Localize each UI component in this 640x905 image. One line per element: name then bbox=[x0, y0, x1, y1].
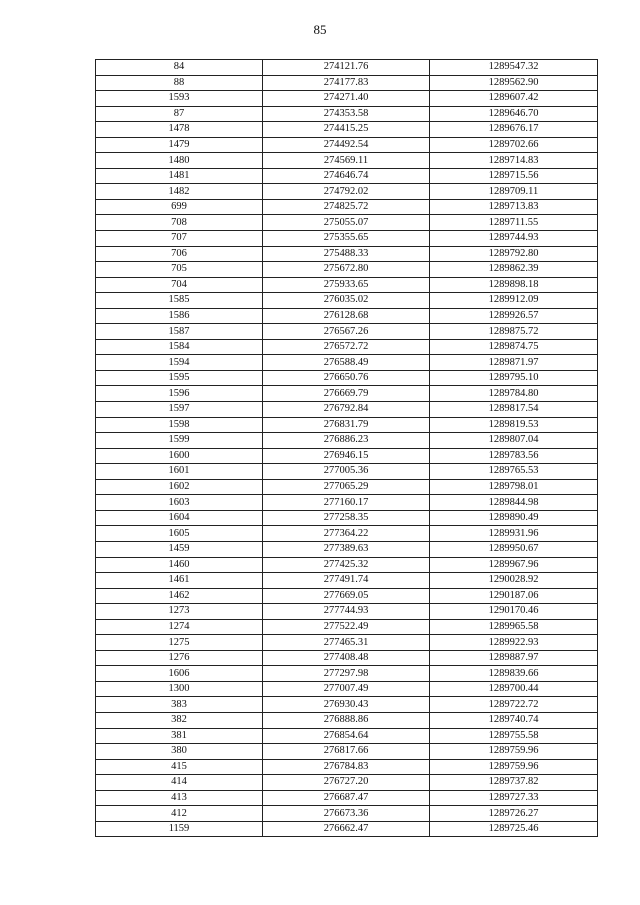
y-coordinate-cell: 1290170.46 bbox=[430, 604, 598, 620]
table-row bbox=[96, 262, 598, 278]
table-row bbox=[96, 386, 598, 402]
x-coordinate-cell: 276035.02 bbox=[263, 293, 430, 309]
y-coordinate-cell: 1289967.96 bbox=[430, 557, 598, 573]
table-row bbox=[96, 681, 598, 697]
x-coordinate-cell: 276650.76 bbox=[263, 370, 430, 386]
x-coordinate-cell: 276784.83 bbox=[263, 759, 430, 775]
table-row bbox=[96, 184, 598, 200]
point-number-cell: 1461 bbox=[96, 573, 263, 589]
x-coordinate-cell: 277389.63 bbox=[263, 541, 430, 557]
x-coordinate-cell: 276588.49 bbox=[263, 355, 430, 371]
table-row bbox=[96, 153, 598, 169]
point-number-cell: 1478 bbox=[96, 122, 263, 138]
point-number-cell: 1603 bbox=[96, 495, 263, 511]
x-coordinate-cell: 274492.54 bbox=[263, 137, 430, 153]
x-coordinate-cell: 277297.98 bbox=[263, 666, 430, 682]
table-row bbox=[96, 215, 598, 231]
x-coordinate-cell: 277005.36 bbox=[263, 464, 430, 480]
x-coordinate-cell: 276930.43 bbox=[263, 697, 430, 713]
y-coordinate-cell: 1289862.39 bbox=[430, 262, 598, 278]
table-row bbox=[96, 464, 598, 480]
table-row bbox=[96, 308, 598, 324]
coordinates-table-body bbox=[96, 60, 598, 837]
y-coordinate-cell: 1289646.70 bbox=[430, 106, 598, 122]
point-number-cell: 1462 bbox=[96, 588, 263, 604]
x-coordinate-cell: 274415.25 bbox=[263, 122, 430, 138]
x-coordinate-cell: 275672.80 bbox=[263, 262, 430, 278]
y-coordinate-cell: 1289713.83 bbox=[430, 199, 598, 215]
y-coordinate-cell: 1289607.42 bbox=[430, 91, 598, 107]
point-number-cell: 1586 bbox=[96, 308, 263, 324]
point-number-cell: 1602 bbox=[96, 479, 263, 495]
point-number-cell: 699 bbox=[96, 199, 263, 215]
x-coordinate-cell: 274121.76 bbox=[263, 60, 430, 76]
y-coordinate-cell: 1289890.49 bbox=[430, 510, 598, 526]
y-coordinate-cell: 1289722.72 bbox=[430, 697, 598, 713]
y-coordinate-cell: 1289547.32 bbox=[430, 60, 598, 76]
table-row bbox=[96, 448, 598, 464]
y-coordinate-cell: 1289755.58 bbox=[430, 728, 598, 744]
y-coordinate-cell: 1289765.53 bbox=[430, 464, 598, 480]
table-row bbox=[96, 712, 598, 728]
y-coordinate-cell: 1289562.90 bbox=[430, 75, 598, 91]
x-coordinate-cell: 277669.05 bbox=[263, 588, 430, 604]
point-number-cell: 1274 bbox=[96, 619, 263, 635]
y-coordinate-cell: 1289874.75 bbox=[430, 339, 598, 355]
y-coordinate-cell: 1289714.83 bbox=[430, 153, 598, 169]
point-number-cell: 380 bbox=[96, 744, 263, 760]
table-row bbox=[96, 91, 598, 107]
y-coordinate-cell: 1289700.44 bbox=[430, 681, 598, 697]
table-row bbox=[96, 635, 598, 651]
x-coordinate-cell: 274825.72 bbox=[263, 199, 430, 215]
y-coordinate-cell: 1289792.80 bbox=[430, 246, 598, 262]
table-row bbox=[96, 355, 598, 371]
point-number-cell: 1598 bbox=[96, 417, 263, 433]
table-row bbox=[96, 402, 598, 418]
table-row bbox=[96, 806, 598, 822]
point-number-cell: 413 bbox=[96, 790, 263, 806]
x-coordinate-cell: 277258.35 bbox=[263, 510, 430, 526]
table-row bbox=[96, 60, 598, 76]
point-number-cell: 414 bbox=[96, 775, 263, 791]
y-coordinate-cell: 1289819.53 bbox=[430, 417, 598, 433]
point-number-cell: 412 bbox=[96, 806, 263, 822]
y-coordinate-cell: 1289931.96 bbox=[430, 526, 598, 542]
y-coordinate-cell: 1289844.98 bbox=[430, 495, 598, 511]
point-number-cell: 1482 bbox=[96, 184, 263, 200]
x-coordinate-cell: 276888.86 bbox=[263, 712, 430, 728]
point-number-cell: 1595 bbox=[96, 370, 263, 386]
x-coordinate-cell: 276886.23 bbox=[263, 433, 430, 449]
point-number-cell: 1480 bbox=[96, 153, 263, 169]
point-number-cell: 84 bbox=[96, 60, 263, 76]
point-number-cell: 382 bbox=[96, 712, 263, 728]
point-number-cell: 383 bbox=[96, 697, 263, 713]
x-coordinate-cell: 276831.79 bbox=[263, 417, 430, 433]
x-coordinate-cell: 277007.49 bbox=[263, 681, 430, 697]
point-number-cell: 1300 bbox=[96, 681, 263, 697]
table-row bbox=[96, 573, 598, 589]
point-number-cell: 1273 bbox=[96, 604, 263, 620]
table-row bbox=[96, 775, 598, 791]
x-coordinate-cell: 277744.93 bbox=[263, 604, 430, 620]
x-coordinate-cell: 276946.15 bbox=[263, 448, 430, 464]
y-coordinate-cell: 1289711.55 bbox=[430, 215, 598, 231]
y-coordinate-cell: 1289887.97 bbox=[430, 650, 598, 666]
point-number-cell: 1460 bbox=[96, 557, 263, 573]
y-coordinate-cell: 1289912.09 bbox=[430, 293, 598, 309]
x-coordinate-cell: 275055.07 bbox=[263, 215, 430, 231]
point-number-cell: 1479 bbox=[96, 137, 263, 153]
table-row bbox=[96, 106, 598, 122]
y-coordinate-cell: 1289727.33 bbox=[430, 790, 598, 806]
table-row bbox=[96, 339, 598, 355]
table-row bbox=[96, 293, 598, 309]
y-coordinate-cell: 1290187.06 bbox=[430, 588, 598, 604]
y-coordinate-cell: 1289744.93 bbox=[430, 231, 598, 247]
x-coordinate-cell: 276572.72 bbox=[263, 339, 430, 355]
table-row bbox=[96, 122, 598, 138]
x-coordinate-cell: 274569.11 bbox=[263, 153, 430, 169]
y-coordinate-cell: 1289784.80 bbox=[430, 386, 598, 402]
point-number-cell: 1599 bbox=[96, 433, 263, 449]
table-row bbox=[96, 588, 598, 604]
point-number-cell: 1275 bbox=[96, 635, 263, 651]
coordinates-table bbox=[95, 59, 598, 837]
point-number-cell: 707 bbox=[96, 231, 263, 247]
y-coordinate-cell: 1289871.97 bbox=[430, 355, 598, 371]
y-coordinate-cell: 1289798.01 bbox=[430, 479, 598, 495]
table-row bbox=[96, 697, 598, 713]
table-row bbox=[96, 495, 598, 511]
x-coordinate-cell: 277065.29 bbox=[263, 479, 430, 495]
table-row bbox=[96, 821, 598, 837]
table-row bbox=[96, 168, 598, 184]
y-coordinate-cell: 1289839.66 bbox=[430, 666, 598, 682]
point-number-cell: 1584 bbox=[96, 339, 263, 355]
table-row bbox=[96, 541, 598, 557]
table-row bbox=[96, 744, 598, 760]
y-coordinate-cell: 1289965.58 bbox=[430, 619, 598, 635]
table-row bbox=[96, 666, 598, 682]
page-number: 85 bbox=[313, 22, 327, 37]
y-coordinate-cell: 1289715.56 bbox=[430, 168, 598, 184]
point-number-cell: 706 bbox=[96, 246, 263, 262]
x-coordinate-cell: 277364.22 bbox=[263, 526, 430, 542]
point-number-cell: 1597 bbox=[96, 402, 263, 418]
point-number-cell: 708 bbox=[96, 215, 263, 231]
x-coordinate-cell: 276662.47 bbox=[263, 821, 430, 837]
point-number-cell: 1459 bbox=[96, 541, 263, 557]
x-coordinate-cell: 274177.83 bbox=[263, 75, 430, 91]
point-number-cell: 1601 bbox=[96, 464, 263, 480]
point-number-cell: 1605 bbox=[96, 526, 263, 542]
point-number-cell: 1481 bbox=[96, 168, 263, 184]
x-coordinate-cell: 276687.47 bbox=[263, 790, 430, 806]
y-coordinate-cell: 1289898.18 bbox=[430, 277, 598, 293]
table-row bbox=[96, 479, 598, 495]
x-coordinate-cell: 277522.49 bbox=[263, 619, 430, 635]
x-coordinate-cell: 276792.84 bbox=[263, 402, 430, 418]
point-number-cell: 1593 bbox=[96, 91, 263, 107]
y-coordinate-cell: 1289795.10 bbox=[430, 370, 598, 386]
y-coordinate-cell: 1289702.66 bbox=[430, 137, 598, 153]
x-coordinate-cell: 277425.32 bbox=[263, 557, 430, 573]
point-number-cell: 1600 bbox=[96, 448, 263, 464]
x-coordinate-cell: 274792.02 bbox=[263, 184, 430, 200]
point-number-cell: 415 bbox=[96, 759, 263, 775]
x-coordinate-cell: 277408.48 bbox=[263, 650, 430, 666]
point-number-cell: 1587 bbox=[96, 324, 263, 340]
x-coordinate-cell: 274353.58 bbox=[263, 106, 430, 122]
point-number-cell: 87 bbox=[96, 106, 263, 122]
x-coordinate-cell: 276673.36 bbox=[263, 806, 430, 822]
table-row bbox=[96, 790, 598, 806]
x-coordinate-cell: 276854.64 bbox=[263, 728, 430, 744]
table-row bbox=[96, 510, 598, 526]
point-number-cell: 1596 bbox=[96, 386, 263, 402]
point-number-cell: 1606 bbox=[96, 666, 263, 682]
point-number-cell: 1604 bbox=[96, 510, 263, 526]
x-coordinate-cell: 277465.31 bbox=[263, 635, 430, 651]
table-row bbox=[96, 137, 598, 153]
table-row bbox=[96, 324, 598, 340]
table-row bbox=[96, 370, 598, 386]
x-coordinate-cell: 274646.74 bbox=[263, 168, 430, 184]
table-row bbox=[96, 417, 598, 433]
x-coordinate-cell: 276727.20 bbox=[263, 775, 430, 791]
point-number-cell: 704 bbox=[96, 277, 263, 293]
x-coordinate-cell: 277491.74 bbox=[263, 573, 430, 589]
y-coordinate-cell: 1289875.72 bbox=[430, 324, 598, 340]
y-coordinate-cell: 1289926.57 bbox=[430, 308, 598, 324]
table-row bbox=[96, 759, 598, 775]
point-number-cell: 1276 bbox=[96, 650, 263, 666]
x-coordinate-cell: 276817.66 bbox=[263, 744, 430, 760]
y-coordinate-cell: 1289817.54 bbox=[430, 402, 598, 418]
y-coordinate-cell: 1289725.46 bbox=[430, 821, 598, 837]
table-row bbox=[96, 277, 598, 293]
point-number-cell: 381 bbox=[96, 728, 263, 744]
table-row bbox=[96, 619, 598, 635]
table-row bbox=[96, 199, 598, 215]
x-coordinate-cell: 275488.33 bbox=[263, 246, 430, 262]
point-number-cell: 1594 bbox=[96, 355, 263, 371]
y-coordinate-cell: 1289709.11 bbox=[430, 184, 598, 200]
table-row bbox=[96, 557, 598, 573]
x-coordinate-cell: 276128.68 bbox=[263, 308, 430, 324]
point-number-cell: 705 bbox=[96, 262, 263, 278]
table-row bbox=[96, 433, 598, 449]
y-coordinate-cell: 1289676.17 bbox=[430, 122, 598, 138]
y-coordinate-cell: 1289740.74 bbox=[430, 712, 598, 728]
point-number-cell: 1585 bbox=[96, 293, 263, 309]
x-coordinate-cell: 275933.65 bbox=[263, 277, 430, 293]
y-coordinate-cell: 1289922.93 bbox=[430, 635, 598, 651]
y-coordinate-cell: 1289759.96 bbox=[430, 744, 598, 760]
x-coordinate-cell: 276669.79 bbox=[263, 386, 430, 402]
table-row bbox=[96, 231, 598, 247]
table-row bbox=[96, 526, 598, 542]
y-coordinate-cell: 1289759.96 bbox=[430, 759, 598, 775]
y-coordinate-cell: 1289737.82 bbox=[430, 775, 598, 791]
x-coordinate-cell: 275355.65 bbox=[263, 231, 430, 247]
x-coordinate-cell: 277160.17 bbox=[263, 495, 430, 511]
table-row bbox=[96, 728, 598, 744]
y-coordinate-cell: 1289950.67 bbox=[430, 541, 598, 557]
x-coordinate-cell: 276567.26 bbox=[263, 324, 430, 340]
y-coordinate-cell: 1289783.56 bbox=[430, 448, 598, 464]
point-number-cell: 1159 bbox=[96, 821, 263, 837]
y-coordinate-cell: 1289726.27 bbox=[430, 806, 598, 822]
table-row bbox=[96, 650, 598, 666]
table-row bbox=[96, 75, 598, 91]
y-coordinate-cell: 1290028.92 bbox=[430, 573, 598, 589]
table-row bbox=[96, 604, 598, 620]
y-coordinate-cell: 1289807.04 bbox=[430, 433, 598, 449]
point-number-cell: 88 bbox=[96, 75, 263, 91]
x-coordinate-cell: 274271.40 bbox=[263, 91, 430, 107]
table-row bbox=[96, 246, 598, 262]
